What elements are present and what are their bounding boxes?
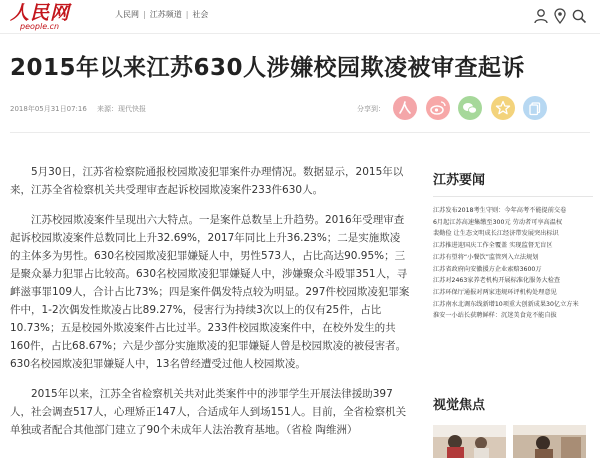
sidebar-section-title: 江苏要闻 bbox=[433, 172, 593, 197]
wechat-share-icon[interactable] bbox=[458, 96, 482, 120]
location-icon[interactable] bbox=[551, 7, 569, 25]
article-meta bbox=[10, 104, 154, 114]
news-link[interactable]: 江苏推进迎国庆工作全覆盖 实现监督无盲区 bbox=[433, 242, 553, 250]
header-icons bbox=[532, 7, 588, 27]
meta-divider bbox=[10, 132, 590, 133]
news-link[interactable]: 江苏南水北调东线新增10项重大创新成果30亿立方米 bbox=[433, 300, 579, 308]
sidebar-visual-focus-title: 视觉焦点 bbox=[433, 398, 486, 413]
logo-text: 人民网 bbox=[10, 2, 71, 24]
breadcrumb-separator: | bbox=[185, 10, 189, 19]
news-link[interactable]: 裴勤俭 让生态文明成长江经济带发展突出标识 bbox=[433, 230, 559, 238]
weibo-share-icon[interactable] bbox=[426, 96, 450, 120]
sidebar-news-list bbox=[433, 205, 593, 322]
news-link[interactable]: 江苏对2463家养老机构开展标准化服务大检查 bbox=[433, 277, 561, 285]
user-icon[interactable] bbox=[532, 7, 550, 25]
focus-thumbnail[interactable] bbox=[513, 425, 586, 458]
site-header bbox=[0, 0, 600, 34]
visual-focus-thumbnails bbox=[433, 425, 593, 458]
news-link[interactable]: 江苏发布2018考生守则：今年高考不能提前交卷 bbox=[433, 207, 567, 214]
favorite-share-icon[interactable] bbox=[491, 96, 515, 120]
news-link[interactable]: 江苏省政府向安徽援方企业索赔3600万 bbox=[433, 265, 542, 273]
logo-domain: people.cn bbox=[20, 22, 60, 31]
copy-share-icon[interactable] bbox=[523, 96, 547, 120]
article-date: 2018年05月31日07:16 bbox=[10, 105, 87, 113]
breadcrumb-item-home[interactable]: 人民网 bbox=[115, 10, 139, 19]
news-link[interactable]: 江苏环保厅通报对两家违规环评机构处理意见 bbox=[433, 288, 557, 296]
news-link[interactable]: 6月起江苏高速集缴至300元 劳动者可享高温权 bbox=[433, 218, 563, 226]
article-paragraph: 江苏校园欺凌案件呈现出六大特点。一是案件总数呈上升趋势。2016年受理审查起诉校园欺凌案件总数同比上升32.69%，2017年同比上升36.23%；二是实施欺凌的主体多为男性。630名校园欺凌犯罪嫌疑人中，男性573人，占比高达90.95%；三是聚众暴力犯罪占比较高。630名校园欺凌犯罪嫌疑人中，涉嫌聚众斗殴罪351人，寻衅滋事罪109人，合计占比73%；四是案件偶发特点较为明显。297件校园欺凌犯罪案件中，1-2次偶发性欺凌占比89.27%，侵害行为持续3次以上的仅有25件，占比10.73%；五是校园外欺凌案件占比过半。233件校园欺凌案件中，在校外发生的共160件，占比68.67%；六是少部分实施欺凌的犯罪嫌疑人曾是校园欺凌的被侵害者。630名校园欺凌犯罪嫌疑人中，13名曾经遭受过他人校园欺凌。 bbox=[10, 214, 410, 370]
article-body bbox=[10, 163, 410, 451]
site-logo[interactable] bbox=[10, 2, 100, 32]
breadcrumb-separator: | bbox=[143, 10, 146, 19]
search-icon[interactable] bbox=[570, 7, 588, 25]
renren-share-icon[interactable] bbox=[393, 96, 417, 120]
news-link[interactable]: 江苏有望将“小餐饮”监管列入立法规划 bbox=[433, 253, 539, 261]
article-source: 来源：现代快报 bbox=[97, 105, 147, 113]
article-paragraph: 5月30日，江苏省检察院通报校园欺凌犯罪案件办理情况。数据显示，2015年以来，江苏全省检察机关共受理审查起诉校园欺凌案件233件630人。 bbox=[10, 166, 404, 196]
breadcrumb bbox=[115, 9, 208, 21]
focus-thumbnail[interactable] bbox=[433, 425, 506, 458]
news-link[interactable]: 淮安一小站长获聘鲜样：沉迷美食竟不能自拔 bbox=[433, 312, 557, 320]
breadcrumb-item-channel[interactable]: 江苏频道 bbox=[149, 10, 182, 19]
share-label: 分享到： bbox=[357, 105, 385, 113]
article-paragraph: 2015年以来，江苏全省检察机关共对此类案件中的涉罪学生开展法律援助397人，社会调查517人，心理矫正147人，合适成年人到场151人。目前，全省检察机关单独或者配合其他部门建立了90个未成年人法治教育基地。（省检 陶维洲） bbox=[10, 388, 407, 436]
sidebar-jiangsu-news bbox=[433, 172, 593, 322]
breadcrumb-item-section[interactable]: 社会 bbox=[192, 10, 209, 19]
article-title: 2015年以来江苏630人涉嫌校园欺凌被审查起诉 bbox=[10, 55, 526, 81]
